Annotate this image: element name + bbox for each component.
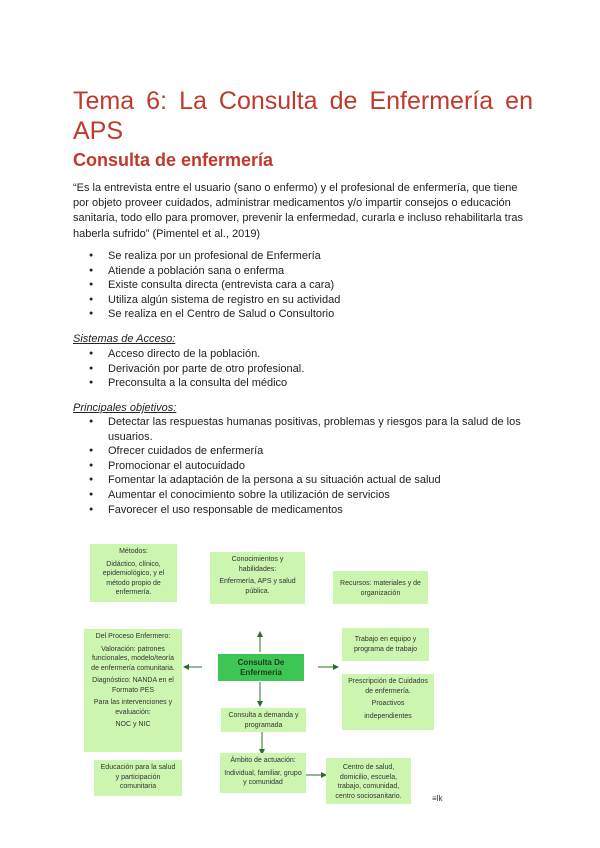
list-item: ● Aumentar el conocimiento sobre la utilización de servicios xyxy=(73,488,531,503)
center-box: Consulta De Enfermeria xyxy=(218,654,304,681)
list-item: ● Promocionar el autocuidado xyxy=(73,459,531,474)
box-label: Conocimientos y habilidades: xyxy=(231,556,284,573)
box-text: NOC y NIC xyxy=(115,721,151,728)
box-text: Para las intervenciones y evaluación: xyxy=(93,699,173,716)
box-text: Didáctico, clínico, epidemiológico, y el método propio de enfermería. xyxy=(102,560,165,596)
list-item: ● Fomentar la adaptación de la persona a su situación actual de salud xyxy=(73,473,531,488)
box-label: Métodos: xyxy=(119,548,148,555)
demanda-box: Consulta a demanda y programada xyxy=(221,708,306,732)
list-item: ● Se realiza en el Centro de Salud o Consultorio xyxy=(73,307,528,322)
trabajo-box: Trabajo en equipo y programa de trabajo xyxy=(342,628,429,661)
list-item: ● Utiliza algún sistema de registro en su actividad xyxy=(73,293,528,308)
access-heading: Sistemas de Acceso: xyxy=(73,333,176,345)
box-text: independientes xyxy=(364,712,412,720)
list-item: ● Ofrecer cuidados de enfermería xyxy=(73,444,531,459)
list-item: ● Acceso directo de la población. xyxy=(73,347,528,362)
list-item: ● Detectar las respuestas humanas positivas, problemas y riesgos para la salud de los usuarios. xyxy=(73,415,531,444)
box-label: Ámbito de actuación: xyxy=(230,757,296,764)
metodos-box xyxy=(90,544,177,602)
ambito-box xyxy=(220,753,306,793)
list-item: ● Existe consulta directa (entrevista cara a cara) xyxy=(73,278,528,293)
educacion-box: Educación para la salud y participación comunitaria xyxy=(94,760,182,796)
conocimientos-box xyxy=(210,552,305,604)
box-text: Proactivos xyxy=(371,700,405,707)
list-item: ● Se realiza por un profesional de Enfermería xyxy=(73,249,528,264)
box-label: Prescripción de Cuidados de enfermería. xyxy=(348,678,428,695)
list-item: ● Preconsulta a la consulta del médico xyxy=(73,376,528,391)
recursos-box: Recursos: materiales y de organización xyxy=(333,571,428,604)
box-text: Individual, familiar, grupo y comunidad xyxy=(224,769,302,786)
box-text: Diagnóstico: NANDA en el Formato PES xyxy=(92,677,174,694)
list-item: ● Derivación por parte de otro profesional. xyxy=(73,362,528,377)
list-item: ● Favorecer el uso responsable de medicamentos xyxy=(73,503,531,518)
definition-quote: “Es la entrevista entre el usuario (sano o enfermo) y el profesional de enfermería, que tiene por objeto proveer cuidados, administrar medicamentos y/o impartir consejos o educación sanitaria, todo ello para promover, prevenir la enfermedad, curarla e incluso rehabilitarla tras haberla sufrido” (Pimentel et al., 2019) xyxy=(73,182,524,240)
proceso-box xyxy=(84,629,182,752)
logo-mark: ≡lk xyxy=(432,794,443,803)
page-title: Tema 6: La Consulta de Enfermería en APS xyxy=(73,87,533,145)
box-text: Valoración: patrones funcionales, modelo/teoría de enfermería comunitaria. xyxy=(91,645,175,672)
box-label: Del Proceso Enfermero: xyxy=(95,633,171,640)
section-title: Consulta de enfermería xyxy=(73,150,274,170)
centros-box: Centro de salud, domicilio, escuela, trabajo, comunidad, centro sociosanitario. xyxy=(326,758,411,804)
list-item: ● Atiende a población sana o enferma xyxy=(73,264,528,279)
objectives-heading: Principales objetivos: xyxy=(73,402,177,414)
prescripcion-box xyxy=(342,674,434,730)
box-text: Enfermería, APS y salud pública. xyxy=(219,578,296,595)
